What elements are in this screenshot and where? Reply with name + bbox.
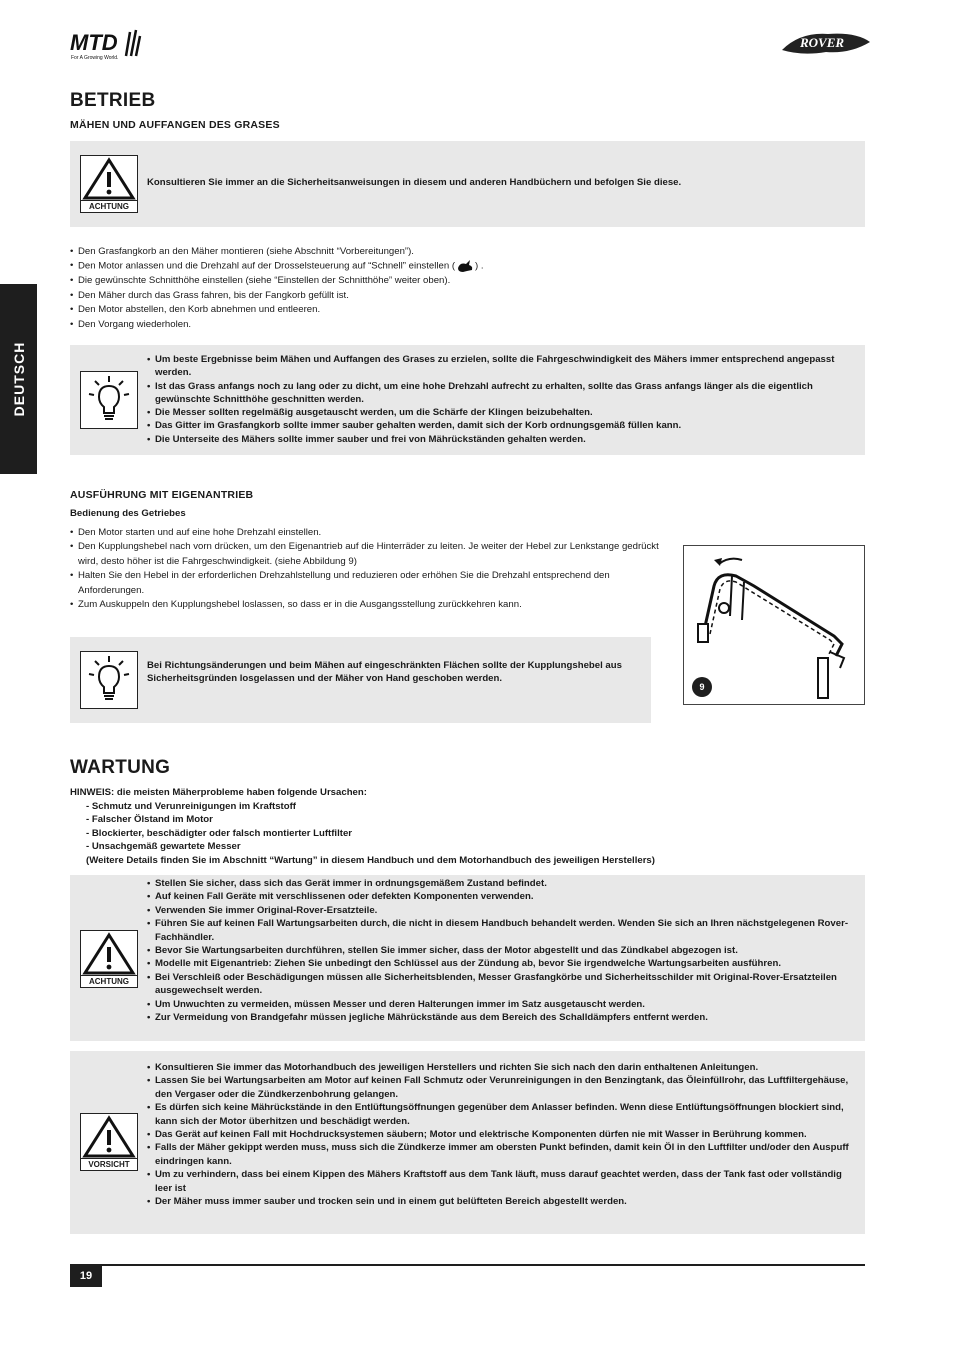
mtd-logo-graphic (70, 26, 142, 62)
figure-number-badge: 9 (692, 677, 712, 697)
list-item: - Schmutz und Verunreinigungen im Kraftstoff (86, 800, 296, 812)
tip-box-betrieb (70, 345, 865, 455)
achtung-list (147, 877, 857, 1024)
achtung-label: ACHTUNG (81, 975, 137, 987)
warning-box-betrieb (70, 141, 865, 227)
language-side-tab (0, 284, 37, 474)
page-number: 19 (70, 1265, 102, 1287)
footer-rule (70, 1264, 865, 1266)
eigenantrieb-steps-list (70, 526, 665, 612)
tip-text: Bei Richtungsänderungen und beim Mähen auf eingeschränkten Flächen sollte der Kupplungshebel aus Sicherheitsgründen losgelassen und der Mäher von Hand geschoben werden. (147, 660, 622, 685)
achtung-box-wartung (70, 875, 865, 1041)
list-item: (Weitere Details finden Sie im Abschnitt “Wartung” in diesem Handbuch und dem Motorhandbuch des jeweiligen Herstellers) (86, 854, 655, 866)
rover-logo-graphic (780, 28, 872, 58)
hinweis-lead: HINWEIS: (70, 787, 115, 798)
list-item-text: Den Motor anlassen und die Drehzahl auf der Drosselsteuerung auf “Schnell” einstellen ( (78, 260, 456, 272)
list-item: • Den Grasfangkorb an den Mäher montieren (siehe Abschnitt “Vorbereitungen”). (70, 245, 690, 259)
list-item: • Zum Auskuppeln den Kupplungshebel loslassen, so dass er in die Ausgangsstellung zurückkehren kann. (70, 598, 665, 612)
list-item: • Auf keinen Fall Geräte mit verschlissenen oder defekten Komponenten verwenden. (147, 890, 857, 903)
subsection-subtitle-getriebe: Bedienung des Getriebes (70, 508, 186, 519)
tip-box-eigenantrieb (70, 637, 651, 723)
list-item: • Die gewünschte Schnitthöhe einstellen (siehe “Einstellen der Schnitthöhe” weiter oben). (70, 274, 690, 288)
lightbulb-icon (81, 372, 137, 428)
hinweis-block (70, 786, 850, 868)
section-title-betrieb: BETRIEB (70, 90, 156, 111)
achtung-sign (80, 930, 138, 988)
list-item: • Es dürfen sich keine Mährückstände in den Entlüftungsöffnungen gegenüber dem Anlasser befinden. Wenn diese Entlüftungsöffnungen blockiert sind, kann sich der Motor überhitzen und beschädigt werden. (147, 1101, 857, 1128)
list-item: • Verwenden Sie immer Original-Rover-Ersatzteile. (147, 904, 857, 917)
list-item: • Zur Vermeidung von Brandgefahr müssen jegliche Mährückstände aus dem Bereich des Schalldämpfers entfernt werden. (147, 1011, 857, 1024)
list-item: • Die Unterseite des Mähers sollte immer sauber und frei von Mährückständen gehalten werden. (147, 433, 857, 446)
achtung-sign (80, 155, 138, 213)
betrieb-steps-list (70, 245, 690, 332)
hinweis-line (70, 786, 850, 800)
language-label: DEUTSCH (10, 341, 27, 417)
vorsicht-list (147, 1061, 857, 1208)
mtd-logo (70, 26, 142, 62)
section-title-wartung (70, 757, 170, 779)
list-item: • Führen Sie auf keinen Fall Wartungsarbeiten durch, die nicht in diesem Handbuch behandelt werden. Wenden Sie sich an Ihren nächstgelegenen Rover-Fachhändler. (147, 917, 857, 944)
causes-list (70, 800, 850, 868)
list-item: • Lassen Sie bei Wartungsarbeiten am Motor auf keinen Fall Schmutz oder Verunreinigungen in den Benzingtank, das Öleinfüllrohr, das Luftfiltergehäuse, den Vergaser oder die Zündkerzenbohrung gelangen. (147, 1074, 857, 1101)
figure-9 (683, 545, 865, 705)
list-item: • Um Unwuchten zu vermeiden, müssen Messer und deren Halterungen immer im Satz ausgetauscht werden. (147, 998, 857, 1011)
list-item: • Modelle mit Eigenantrieb: Ziehen Sie unbedingt den Schlüssel aus der Zündung ab, bevor Sie irgendwelche Wartungsarbeiten ausführen. (147, 957, 857, 970)
list-item: • Bei Verschleiß oder Beschädigungen müssen alle Sicherheitsblenden, Messer Grasfangkörbe und Sicherheitsschilder mit Original-Rover-Ersatzteilen ausgewechselt werden. (147, 971, 857, 998)
hinweis-text: die meisten Mäherprobleme haben folgende Ursachen: (114, 787, 367, 798)
list-item: • Falls der Mäher gekippt werden muss, muss sich die Zündkerze immer am obersten Punkt befinden, damit kein Öl in den Luftfilter und/oder den Auspuff eindringen kann. (147, 1141, 857, 1168)
list-item: - Unsachgemäß gewartete Messer (86, 841, 241, 853)
subsection-title-eigenantrieb: AUSFÜHRUNG MIT EIGENANTRIEB (70, 489, 254, 501)
list-item: • Stellen Sie sicher, dass sich das Gerät immer in ordnungsgemäßem Zustand befindet. (147, 877, 857, 890)
list-item: • Um beste Ergebnisse beim Mähen und Auffangen des Grases zu erzielen, sollte die Fahrgeschwindigkeit des Mähers immer entsprechend angepasst werden. (147, 353, 857, 380)
list-item (70, 259, 690, 274)
achtung-label: ACHTUNG (81, 200, 137, 212)
list-item: • Halten Sie den Hebel in der erforderlichen Drehzahlstellung und reduzieren oder erhöhen Sie die Drehzahl entsprechend den Anforderungen. (70, 569, 665, 598)
list-item: - Blockierter, beschädigter oder falsch montierter Luftfilter (86, 827, 353, 839)
list-item: • Der Mäher muss immer sauber und trocken sein und in einem gut belüfteten Bereich abgestellt werden. (147, 1195, 857, 1208)
list-item: • Den Kupplungshebel nach vorn drücken, um den Eigenantrieb auf die Hinterräder zu leiten. Je weiter der Hebel zur Lenkstange gedrückt wird, desto höher ist die Fahrgeschwindigkeit. (siehe Abbildung 9) (70, 540, 665, 569)
vorsicht-sign (80, 1113, 138, 1171)
list-item-suffix: ) . (475, 260, 484, 272)
mtd-logo-tagline: For A Growing World. (71, 55, 119, 61)
rover-logo (780, 28, 872, 58)
warning-triangle-icon (81, 156, 137, 200)
mtd-logo-text: MTD (70, 30, 118, 55)
vorsicht-label: VORSICHT (81, 1158, 137, 1170)
list-item: • Den Motor abstellen, den Korb abnehmen und entleeren. (70, 303, 690, 317)
warning-text: Konsultieren Sie immer an die Sicherheitsanweisungen in diesem und anderen Handbüchern und befolgen Sie diese. (147, 177, 682, 188)
rabbit-icon (455, 259, 475, 273)
list-item: • Den Motor starten und auf eine hohe Drehzahl einstellen. (70, 526, 665, 540)
warning-triangle-icon (81, 931, 137, 975)
list-item: - Falscher Ölstand im Motor (86, 814, 213, 826)
clutch-lever-illustration (684, 546, 864, 704)
list-item: • Konsultieren Sie immer das Motorhandbuch des jeweiligen Herstellers und richten Sie sich nach den darin enthaltenen Anleitungen. (147, 1061, 857, 1074)
rover-logo-text: ROVER (800, 35, 845, 50)
list-item: • Bevor Sie Wartungsarbeiten durchführen, stellen Sie immer sicher, dass der Motor abgestellt und das Zündkabel abgezogen ist. (147, 944, 857, 957)
tips-list (147, 353, 857, 446)
list-item: • Um zu verhindern, dass bei einem Kippen des Mähers Kraftstoff aus dem Tank läuft, muss darauf geachtet werden, dass der Tank fast oder vollständig leer ist (147, 1168, 857, 1195)
list-item: • Die Messer sollten regelmäßig ausgetauscht werden, um die Schärfe der Klingen beizubehalten. (147, 406, 857, 419)
vorsicht-box-wartung (70, 1051, 865, 1234)
tip-sign (80, 371, 138, 429)
list-item: • Den Vorgang wiederholen. (70, 318, 690, 332)
list-item: • Das Gerät auf keinen Fall mit Hochdrucksystemen säubern; Motor und elektrische Komponenten dürfen nie mit Wasser in Berührung kommen. (147, 1128, 857, 1141)
list-item: • Das Gitter im Grasfangkorb sollte immer sauber gehalten werden, damit sich der Korb ordnungsgemäß füllen kann. (147, 419, 857, 432)
list-item: • Ist das Grass anfangs noch zu lang oder zu dicht, um eine hohe Drehzahl aufrecht zu erhalten, sollte das Grass anfangs länger als die eigentlich gewünschte Schnitthöhe geschnitten werden. (147, 380, 857, 407)
section-title-text: WARTUNG (70, 757, 171, 778)
warning-triangle-icon (81, 1114, 137, 1158)
list-item: • Den Mäher durch das Grass fahren, bis der Fangkorb gefüllt ist. (70, 289, 690, 303)
tip-sign (80, 651, 138, 709)
lightbulb-icon (81, 652, 137, 708)
subsection-title-maehen: MÄHEN UND AUFFANGEN DES GRASES (70, 119, 280, 131)
